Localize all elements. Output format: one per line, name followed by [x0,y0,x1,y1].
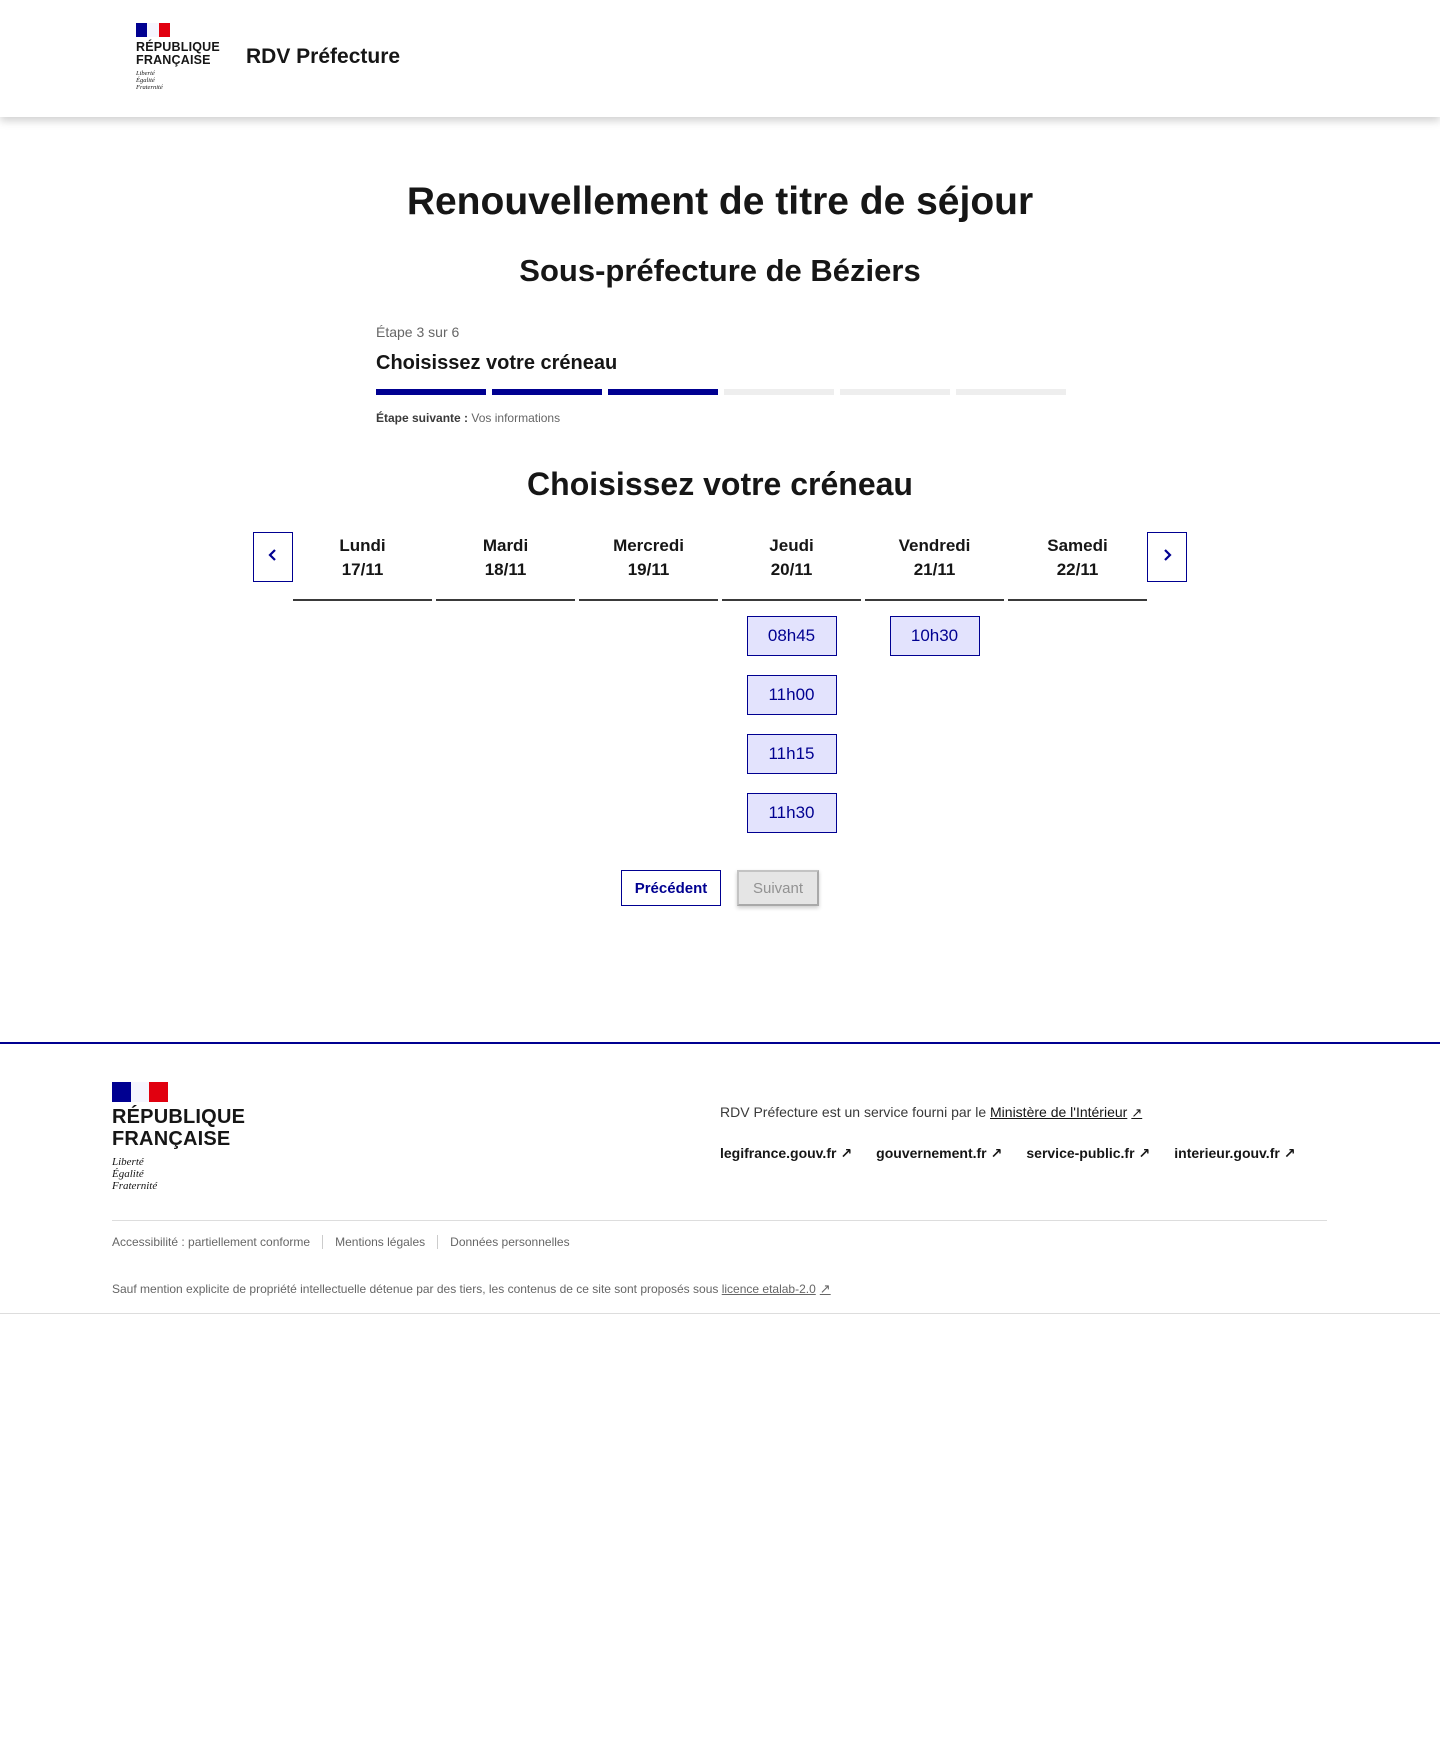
previous-button[interactable]: Précédent [621,870,721,906]
footer-bottom-links [112,1235,594,1249]
step-next-label: Étape suivante : [376,411,469,425]
day-column-tuesday [436,532,575,833]
footer-logo-line-1: RÉPUBLIQUE [112,1106,246,1128]
step-next-value: Vos informations [471,411,561,425]
motto-fraternite: Fraternité [136,84,163,91]
site-footer [0,1042,1440,1314]
slot-list [865,601,1004,656]
day-header [865,532,1004,601]
calendar-days [293,532,1147,833]
external-link-icon: ↗ [1138,1145,1151,1161]
footer-description-text: RDV Préfecture est un service fourni par le [720,1104,987,1120]
ministry-link[interactable] [990,1104,1142,1120]
accessibility-link[interactable]: Accessibilité : partiellement conforme [112,1235,323,1249]
footer-link-interieur[interactable] [1174,1145,1295,1162]
footer-link-label: service-public.fr [1026,1145,1135,1161]
footer-logo-line-2: FRANÇAISE [112,1128,231,1150]
day-header [436,532,575,601]
step-state: Étape 3 sur 6 [376,324,460,340]
motto-liberte: Liberté [136,70,155,77]
next-button[interactable]: Suivant [737,870,819,906]
day-header [579,532,718,601]
footer-link-legifrance[interactable] [720,1145,852,1162]
slot-list [1008,601,1147,616]
republique-francaise-logo[interactable] [136,23,220,91]
external-link-icon: ↗ [990,1145,1003,1161]
step-bar-5 [840,389,950,395]
day-header [1008,532,1147,601]
slot-list [293,601,432,616]
step-progress [376,389,1066,395]
footer-links [720,1145,1296,1162]
step-bar-3 [608,389,718,395]
slot-section-title: Choisissez votre créneau [527,466,913,502]
motto-egalite: Égalité [136,77,155,84]
service-name[interactable]: RDV Préfecture [246,45,401,68]
day-name: Lundi [339,536,386,555]
day-date: 19/11 [627,560,670,579]
step-title: Choisissez votre créneau [376,352,618,374]
day-name: Jeudi [769,536,814,555]
external-link-icon: ↗ [1131,1105,1143,1120]
ministry-link-label: Ministère de l'Intérieur [990,1104,1128,1120]
day-column-thursday [722,532,861,833]
day-header [293,532,432,601]
step-next-info [376,411,1066,425]
page-subtitle: Sous-préfecture de Béziers [519,253,921,288]
day-date: 18/11 [484,560,527,579]
external-link-icon: ↗ [840,1145,853,1161]
licence-link-label: licence etalab-2.0 [721,1282,816,1296]
day-column-friday [865,532,1004,833]
day-date: 17/11 [341,560,384,579]
day-name: Samedi [1047,536,1108,555]
step-bar-2 [492,389,602,395]
footer-link-service-public[interactable] [1026,1145,1150,1162]
stepper [376,324,1066,425]
day-header [722,532,861,601]
day-column-saturday [1008,532,1147,833]
day-name: Mercredi [613,536,684,555]
previous-week-button[interactable] [253,532,293,582]
time-slot-button[interactable]: 08h45 [747,616,837,656]
footer-description [720,1104,1142,1121]
page-title: Renouvellement de titre de séjour [406,180,1034,223]
footer-link-gouvernement[interactable] [876,1145,1002,1162]
day-date: 22/11 [1056,560,1099,579]
day-name: Mardi [482,536,529,555]
personal-data-link[interactable]: Données personnelles [450,1235,570,1249]
day-date: 20/11 [770,560,813,579]
licence-link[interactable] [722,1282,831,1296]
time-slot-button[interactable]: 10h30 [890,616,980,656]
time-slot-button[interactable]: 11h15 [747,734,837,774]
site-header [0,0,1440,117]
chevron-right-icon [1162,548,1172,567]
slot-list [579,601,718,616]
time-slot-button[interactable]: 11h00 [747,675,837,715]
footer-licence [112,1281,831,1297]
day-date: 21/11 [913,560,956,579]
day-name: Vendredi [898,536,971,555]
footer-link-label: gouvernement.fr [876,1145,987,1161]
slot-list [436,601,575,616]
step-bar-1 [376,389,486,395]
day-column-wednesday [579,532,718,833]
footer-divider [112,1220,1327,1221]
footer-motto-fraternite: Fraternité [112,1180,158,1192]
licence-text: Sauf mention explicite de propriété intellectuelle détenue par des tiers, les contenus de ce site sont proposés sous [112,1282,719,1296]
step-bar-6 [956,389,1066,395]
time-slot-button[interactable]: 11h30 [747,793,837,833]
slot-list [722,601,861,833]
external-link-icon: ↗ [819,1281,831,1296]
chevron-left-icon [268,548,278,567]
next-week-button[interactable] [1147,532,1187,582]
legal-notice-link[interactable]: Mentions légales [335,1235,438,1249]
logo-line-2: FRANÇAISE [136,53,211,67]
external-link-icon: ↗ [1283,1145,1296,1161]
footer-motto-egalite: Égalité [112,1168,144,1180]
footer-motto-liberte: Liberté [112,1156,144,1168]
footer-republique-francaise-logo[interactable] [112,1082,252,1192]
day-column-monday [293,532,432,833]
marianne-flag-icon [136,23,170,37]
marianne-flag-icon [112,1082,168,1102]
logo-line-1: RÉPUBLIQUE [136,40,220,54]
step-bar-4 [724,389,834,395]
footer-link-label: legifrance.gouv.fr [720,1145,837,1161]
footer-link-label: interieur.gouv.fr [1174,1145,1280,1161]
